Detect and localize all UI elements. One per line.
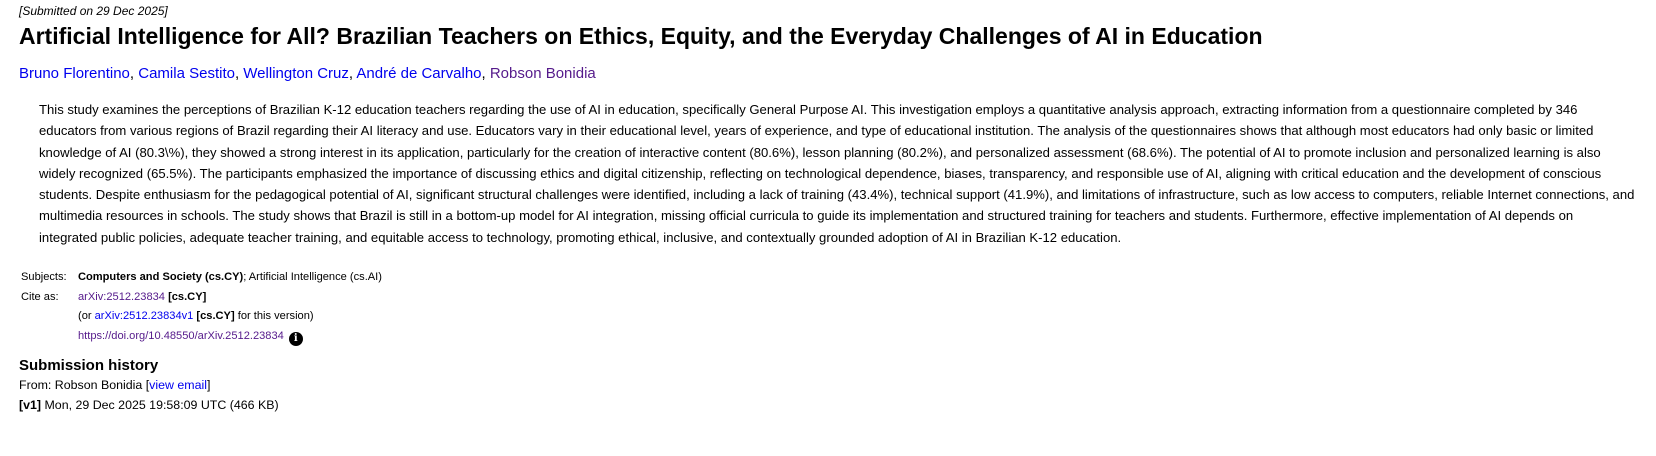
info-icon[interactable]: i — [289, 332, 303, 346]
submission-from — [19, 376, 1656, 396]
subjects-value — [78, 268, 382, 288]
doi-link[interactable]: https://doi.org/10.48550/arXiv.2512.23834 — [78, 329, 284, 342]
version-row — [21, 307, 382, 327]
arxiv-category: [cs.CY] — [168, 290, 207, 303]
subjects-row — [21, 268, 382, 288]
version-prefix: (or — [78, 310, 95, 323]
paper-title: Artificial Intelligence for All? Brazilian Teachers on Ethics, Equity, and the Everyday Challenges of AI in Education — [19, 23, 1263, 49]
submission-date: [Submitted on 29 Dec 2025] — [19, 4, 168, 18]
author-link[interactable]: Camila Sestito — [138, 65, 235, 82]
primary-subject: Computers and Society (cs.CY) — [78, 271, 244, 284]
from-prefix: From: Robson Bonidia [ — [19, 378, 150, 393]
version-value — [78, 307, 382, 327]
author-separator: , — [234, 65, 244, 82]
arxiv-version-link[interactable]: arXiv:2512.23834v1 — [94, 310, 194, 323]
cite-value — [78, 288, 382, 308]
author-link[interactable]: André de Carvalho — [356, 65, 482, 82]
version-category: [cs.CY] — [196, 310, 235, 323]
metadata-table — [21, 268, 382, 346]
author-link[interactable]: Bruno Florentino — [19, 65, 130, 82]
version-detail: Mon, 29 Dec 2025 19:58:09 UTC (466 KB) — [41, 397, 279, 412]
version-tag: [v1] — [19, 397, 42, 412]
version-entry — [19, 396, 1656, 416]
subject-separator: ; — [243, 271, 249, 284]
author-separator: , — [348, 65, 357, 82]
doi-value — [78, 327, 382, 347]
author-separator: , — [481, 65, 490, 82]
author-list — [19, 64, 1656, 84]
submission-history-heading: Submission history — [19, 357, 159, 375]
version-suffix: for this version) — [234, 310, 314, 323]
author-separator: , — [129, 65, 139, 82]
doi-row — [21, 327, 382, 347]
view-email-link[interactable]: view email — [149, 378, 208, 393]
subjects-label: Subjects: — [21, 271, 67, 284]
cite-label: Cite as: — [21, 290, 59, 303]
abstract-text: This study examines the perceptions of Brazilian K-12 education teachers regarding the use of AI in education, specifically General Purpose AI. This investigation employs a quantitative analysis approach, extracting information from a questionnaire completed by 346 educators from various regions of Brazil regarding their AI literacy and use. Educators vary in their educational level, years of experience, and type of educational institution. The analysis of the questionnaires shows that although most educators had only basic or limited knowledge of AI (80.3\%), they showed a strong interest in its application, particularly for the creation of interactive content (80.6%), lesson planning (80.2%), and personalized assessment (68.6%). The potential of AI to promote inclusion and personalized learning is also widely recognized (65.5%). The participants emphasized the importance of discussing ethics and digital citizenship, reflecting on technological dependence, biases, transparency, and responsible use of AI, aligning with critical education and the development of conscious students. Despite enthusiasm for the pedagogical potential of AI, significant structural challenges were identified, including a lack of training (43.4%), technical support (41.9%), and limitations of infrastructure, such as low access to computers, reliable Internet connections, and multimedia resources in schools. The study shows that Brazil is still in a bottom-up model for AI integration, missing official curricula to guide its implementation and structured training for teachers and students. Furthermore, effective implementation of AI depends on integrated public policies, adequate teacher training, and equitable access to technology, promoting ethical, inclusive, and contextually grounded adoption of AI in Brazilian K-12 education. — [39, 102, 1635, 245]
arxiv-id-link[interactable]: arXiv:2512.23834 — [78, 290, 165, 303]
from-suffix: ] — [207, 378, 211, 393]
secondary-subject: Artificial Intelligence (cs.AI) — [248, 271, 382, 284]
author-link[interactable]: Wellington Cruz — [243, 65, 349, 82]
cite-row — [21, 288, 382, 308]
author-link[interactable]: Robson Bonidia — [489, 65, 596, 82]
